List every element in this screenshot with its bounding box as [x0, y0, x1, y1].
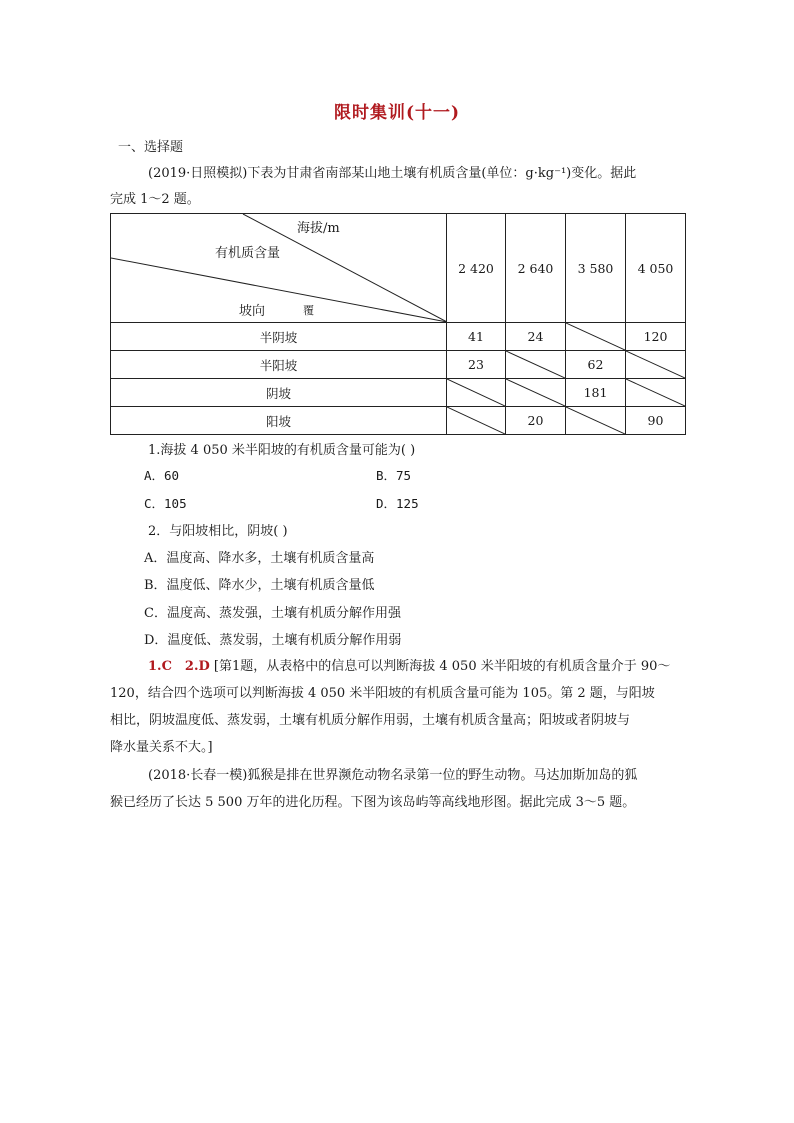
- table-cell: 90: [626, 407, 686, 435]
- table-cell: 41: [447, 323, 506, 351]
- row-label: 阳坡: [111, 407, 447, 435]
- table-cell-empty: [506, 379, 566, 407]
- table-cell-empty: [447, 379, 506, 407]
- table-cell-empty: [506, 351, 566, 379]
- table-cell-empty: [626, 379, 686, 407]
- q1-stem: 1.海拔 4 050 米半阳坡的有机质含量可能为( ): [148, 443, 416, 458]
- table-cell: 20: [506, 407, 566, 435]
- altitude-2420: 2 420: [447, 214, 506, 323]
- q1-option-d: D．125: [376, 496, 419, 511]
- q2-stem: 2．与阳坡相比，阴坡( ): [148, 524, 288, 539]
- q1-option-c: C．105: [144, 496, 187, 511]
- table-row: [111, 407, 686, 435]
- q2-option-c: C．温度高、蒸发强，土壤有机质分解作用强: [144, 606, 401, 621]
- q2-option-b: B．温度低、降水少，土壤有机质含量低: [144, 578, 375, 593]
- answer-text: [第1题，从表格中的信息可以判断海拔 4 050 米半阳坡的有机质含量介于 90～: [213, 659, 671, 674]
- answer-line1: [148, 655, 728, 674]
- table-cell-empty: [566, 323, 626, 351]
- row-label: 阴坡: [111, 379, 447, 407]
- row-label: 半阴坡: [111, 323, 447, 351]
- section-heading: 一、选择题: [118, 140, 184, 155]
- header-altitude: 海拔/m: [297, 221, 340, 236]
- table-row: [111, 323, 686, 351]
- header-aspect: 坡向: [239, 304, 266, 319]
- table-cell-empty: [447, 407, 506, 435]
- intro-q3-line1: (2018·长春一模)狐猴是排在世界濒危动物名录第一位的野生动物。马达加斯加岛的狐: [148, 768, 638, 783]
- answer-line3: 相比，阴坡温度低、蒸发弱，土壤有机质分解作用弱，土壤有机质含量高；阳坡或者阴坡与: [110, 713, 631, 728]
- table-diagonal-header: [111, 214, 447, 323]
- q1-option-a: A．60: [144, 468, 180, 483]
- answer-key: 1.C 2.D: [148, 659, 210, 674]
- header-mark: 覆: [303, 304, 314, 317]
- header-content: 有机质含量: [215, 246, 281, 261]
- answer-line2: 120，结合四个选项可以判断海拔 4 050 米半阳坡的有机质含量可能为 105。第 2 题，与阳坡: [110, 686, 655, 701]
- answer-line4: 降水量关系不大。]: [110, 740, 213, 755]
- table-cell-empty: [566, 407, 626, 435]
- altitude-2640: 2 640: [506, 214, 566, 323]
- diagonal-lines: [111, 214, 447, 322]
- row-label: 半阳坡: [111, 351, 447, 379]
- table-row: [111, 351, 686, 379]
- page-title: 限时集训(十一): [333, 103, 461, 123]
- table-cell: 62: [566, 351, 626, 379]
- table-row: [111, 379, 686, 407]
- table-cell: 120: [626, 323, 686, 351]
- q2-option-d: D．温度低、蒸发弱，土壤有机质分解作用弱: [144, 633, 402, 648]
- altitude-3580: 3 580: [566, 214, 626, 323]
- q1-option-b: B．75: [376, 468, 412, 483]
- table-cell: 23: [447, 351, 506, 379]
- intro-q1-line1: (2019·日照模拟)下表为甘肃省南部某山地土壤有机质含量(单位：g·kg⁻¹)变化。据此: [148, 166, 637, 181]
- table-cell: 24: [506, 323, 566, 351]
- intro-q3-line2: 猴已经历了长达 5 500 万年的进化历程。下图为该岛屿等高线地形图。据此完成 3～5 题。: [110, 795, 636, 810]
- table-cell: 181: [566, 379, 626, 407]
- soil-organic-table: [110, 213, 686, 435]
- table-cell-empty: [626, 351, 686, 379]
- q2-option-a: A．温度高、降水多，土壤有机质含量高: [144, 551, 375, 566]
- intro-q1-line2: 完成 1～2 题。: [110, 192, 200, 207]
- altitude-4050: 4 050: [626, 214, 686, 323]
